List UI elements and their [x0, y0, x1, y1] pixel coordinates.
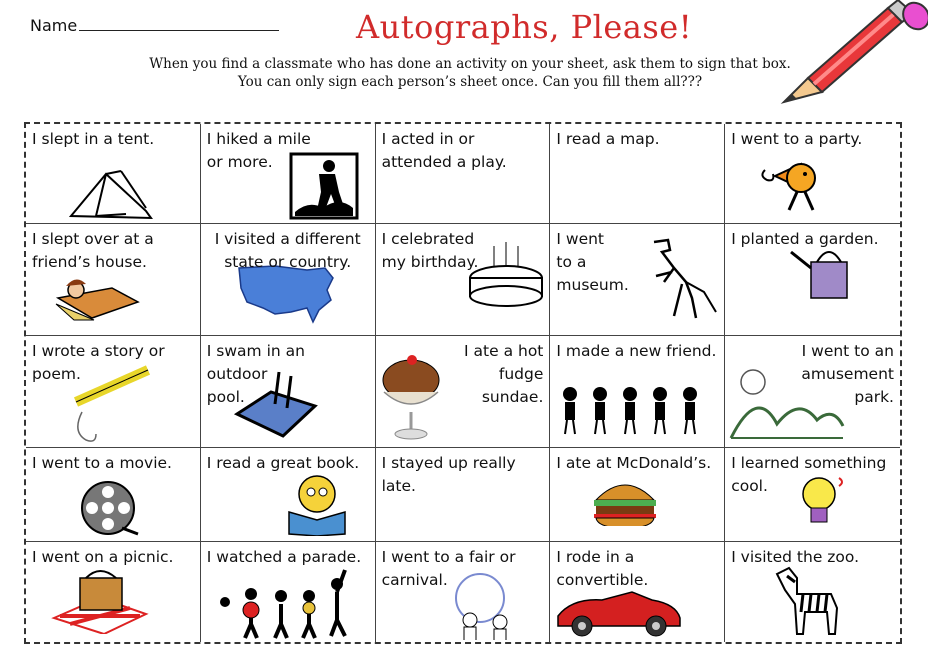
autograph-cell[interactable]	[725, 336, 900, 448]
activity-label: I stayed up really late.	[381, 454, 516, 495]
friends-icon	[556, 384, 716, 439]
name-blank-line[interactable]	[79, 16, 279, 31]
autograph-cell[interactable]	[376, 542, 551, 642]
party-horn-icon	[757, 156, 827, 216]
activity-label: I visited a different state or country.	[214, 230, 361, 271]
activity-label: I read a great book.	[206, 454, 360, 472]
instructions-line-1: When you find a classmate who has done an activity on your sheet, ask them to sign that box.	[149, 56, 791, 72]
autograph-cell[interactable]	[201, 448, 376, 542]
autograph-cell[interactable]	[725, 124, 900, 224]
autograph-cell[interactable]	[26, 124, 201, 224]
picnic-basket-icon	[50, 568, 150, 634]
autograph-cell[interactable]	[376, 336, 551, 448]
parade-icon	[205, 564, 371, 639]
activity-label: I went to a museum.	[556, 230, 629, 294]
name-label: Name	[30, 16, 78, 35]
pencil-icon	[778, 0, 928, 108]
activity-label: I went to a movie.	[32, 454, 172, 472]
autograph-cell[interactable]	[550, 542, 725, 642]
activity-label: I ate a hot fudge sundae.	[464, 342, 544, 406]
autograph-cell[interactable]	[201, 542, 376, 642]
autograph-cell[interactable]	[26, 448, 201, 542]
autograph-cell[interactable]	[725, 224, 900, 336]
autograph-cell[interactable]	[201, 336, 376, 448]
activity-label: I hiked a mile or more.	[206, 130, 311, 171]
instructions	[140, 55, 800, 91]
autograph-cell[interactable]	[725, 542, 900, 642]
autograph-cell[interactable]	[550, 124, 725, 224]
activity-label: I planted a garden.	[731, 230, 879, 248]
autograph-cell[interactable]	[26, 336, 201, 448]
activity-label: I swam in an outdoor pool.	[206, 342, 305, 406]
autograph-cell[interactable]	[550, 448, 725, 542]
sleeping-bag-icon	[52, 268, 147, 323]
activity-label: I went on a picnic.	[32, 548, 174, 566]
tent-icon	[66, 166, 156, 221]
activity-label: I rode in a convertible.	[556, 548, 649, 589]
activity-label: I slept in a tent.	[32, 130, 155, 148]
autograph-grid	[24, 122, 902, 644]
hamburger-icon	[590, 474, 660, 526]
autograph-cell[interactable]	[376, 124, 551, 224]
autograph-cell[interactable]	[550, 224, 725, 336]
film-reel-icon	[78, 478, 143, 538]
autograph-cell[interactable]	[26, 224, 201, 336]
activity-label: I went to an amusement park.	[801, 342, 894, 406]
activity-label: I celebrated my birthday.	[381, 230, 479, 271]
activity-label: I went to a fair or carnival.	[381, 548, 516, 589]
autograph-cell[interactable]	[201, 224, 376, 336]
autograph-cell[interactable]	[376, 448, 551, 542]
activity-label: I wrote a story or poem.	[32, 342, 165, 383]
activity-label: I ate at McDonald’s.	[556, 454, 712, 472]
autograph-cell[interactable]	[725, 448, 900, 542]
activity-label: I learned something cool.	[731, 454, 887, 495]
activity-label: I watched a parade.	[206, 548, 362, 566]
activity-label: I slept over at a friend’s house.	[32, 230, 154, 271]
autograph-cell[interactable]	[550, 336, 725, 448]
autograph-cell[interactable]	[201, 124, 376, 224]
autograph-cell[interactable]	[26, 542, 201, 642]
instructions-line-2: You can only sign each person’s sheet once. Can you fill them all???	[237, 74, 703, 90]
activity-label: I visited the zoo.	[731, 548, 860, 566]
activity-label: I went to a party.	[731, 130, 863, 148]
activity-label: I made a new friend.	[556, 342, 717, 360]
zebra-icon	[767, 564, 847, 638]
activity-label: I read a map.	[556, 130, 660, 148]
book-reader-icon	[283, 472, 353, 536]
autograph-cell[interactable]	[376, 224, 551, 336]
name-field[interactable]	[30, 16, 279, 35]
page-title: Autographs, Please!	[356, 8, 693, 46]
activity-label: I acted in or attended a play.	[381, 130, 507, 171]
